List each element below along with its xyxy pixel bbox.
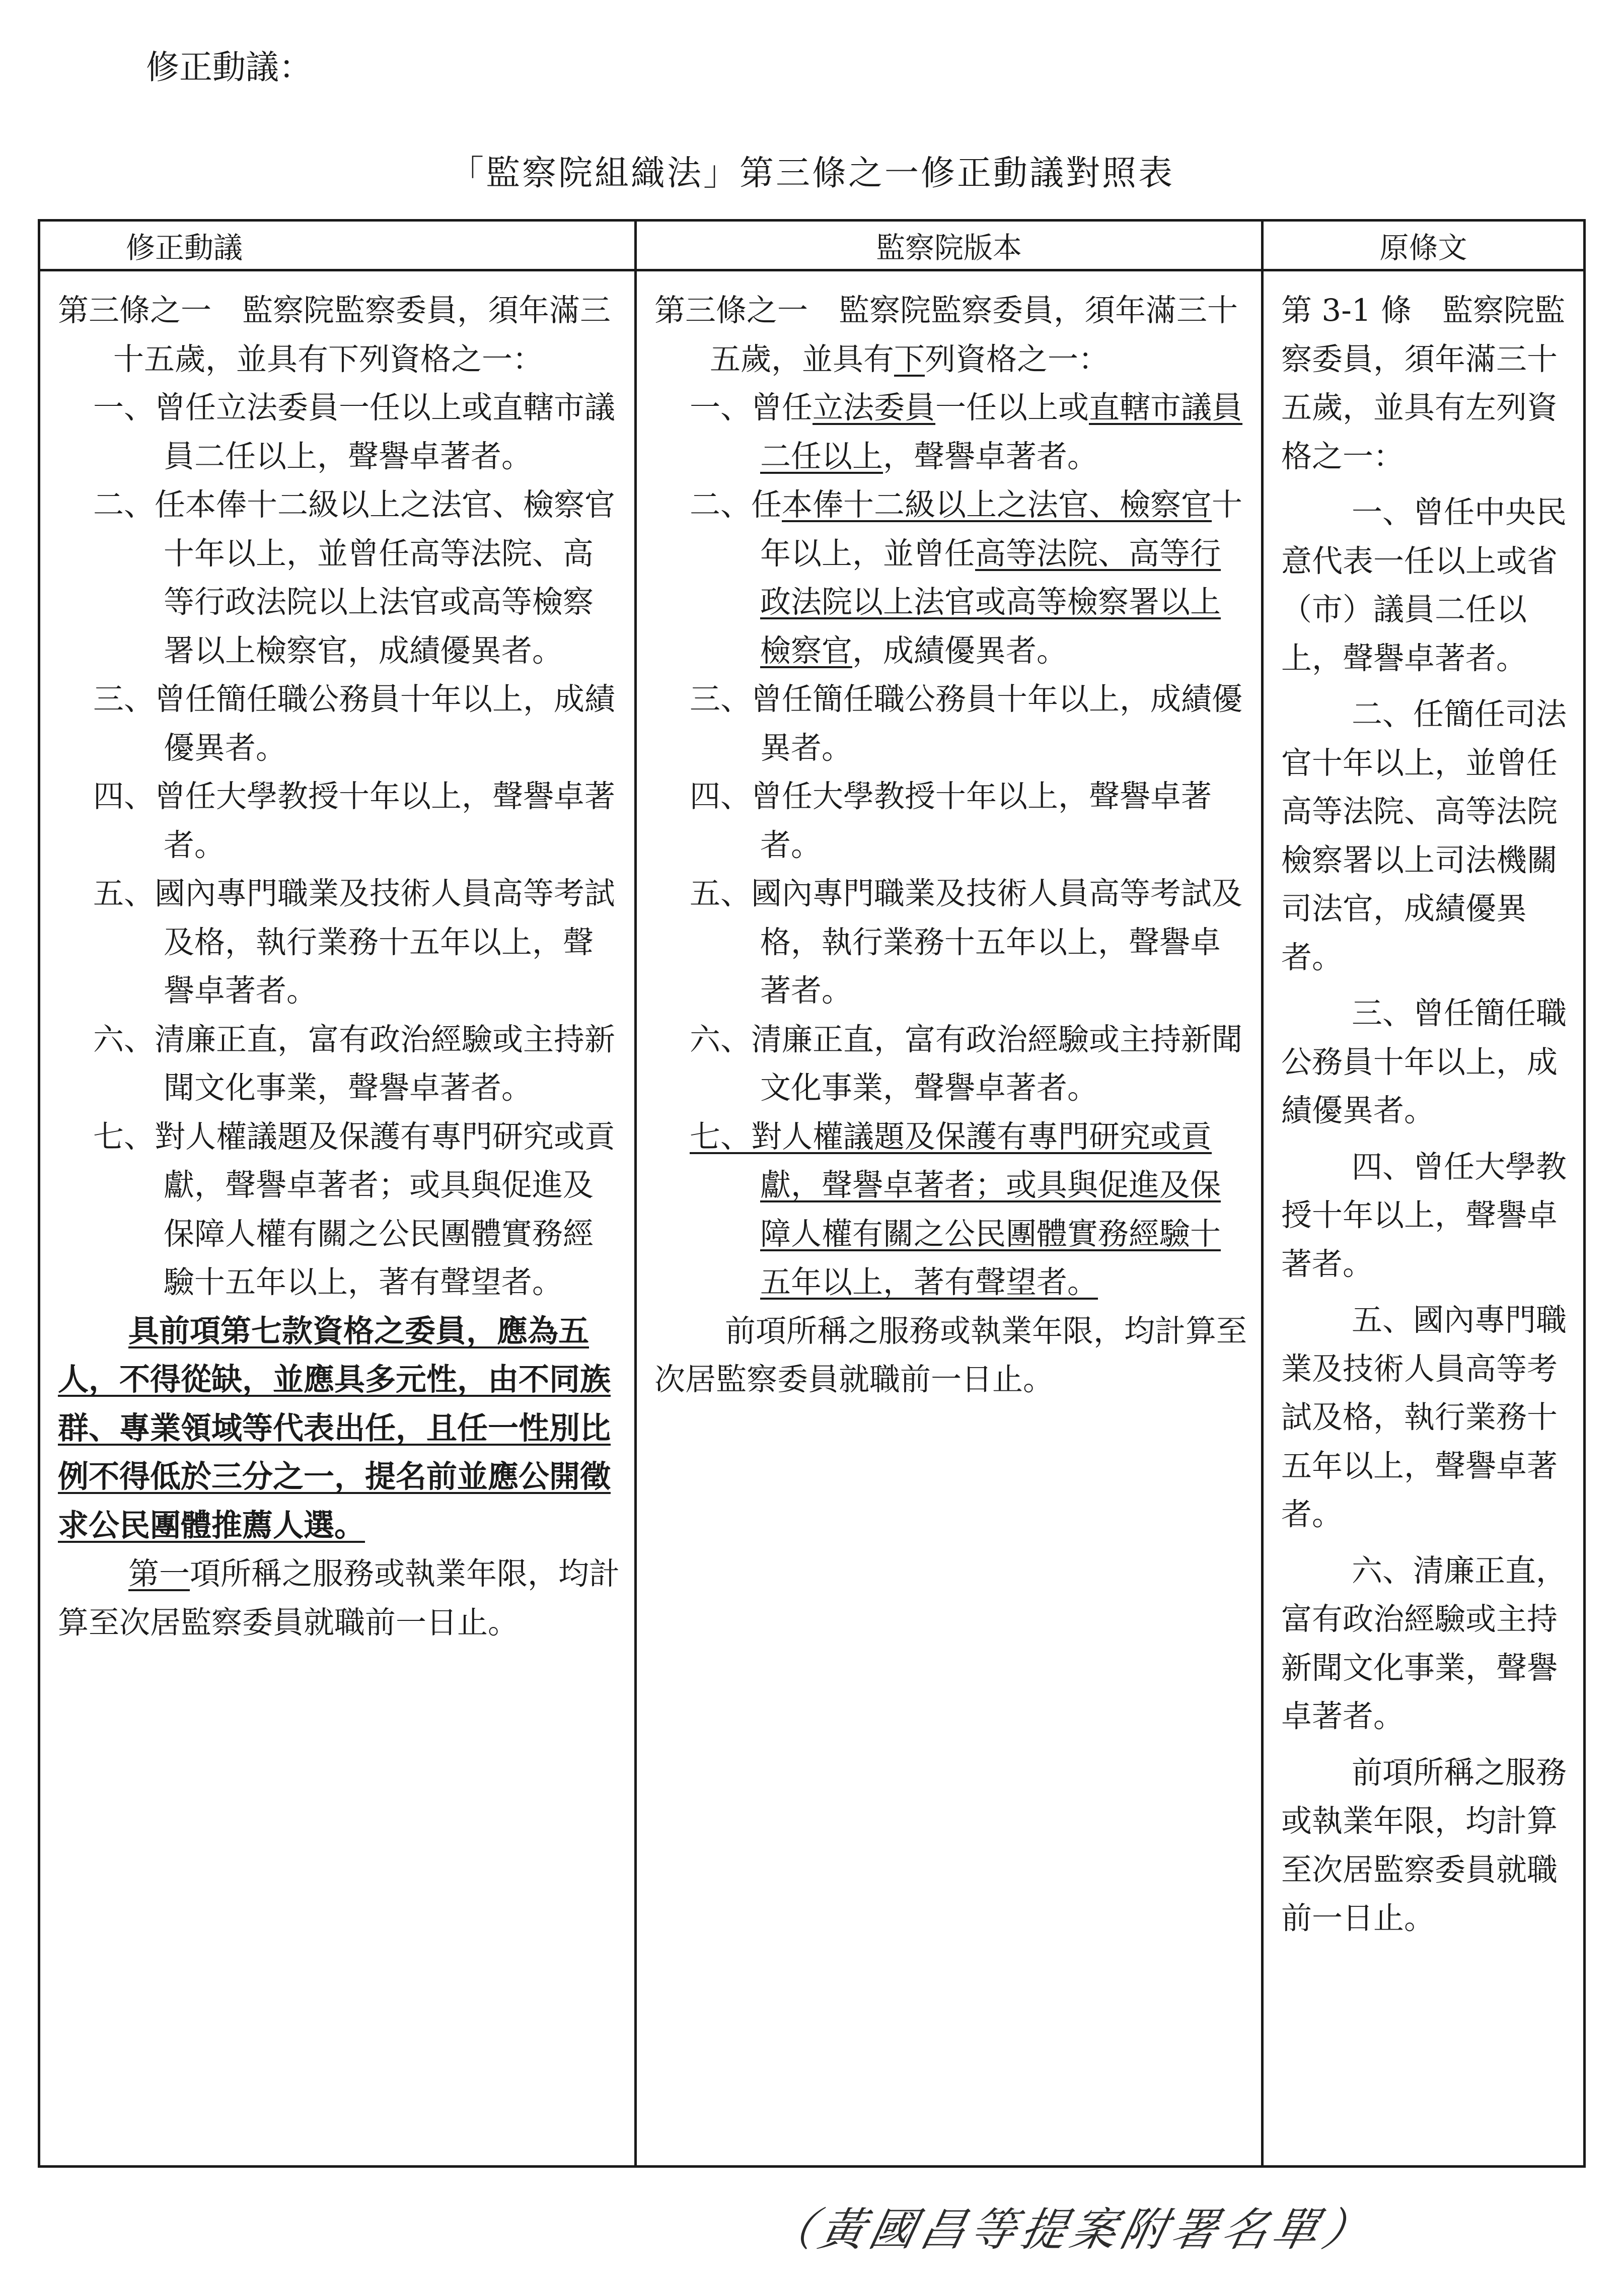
amendment-item-1: 一、曾任立法委員一任以上或直轄市議員二任以上，聲譽卓著者。 [93, 390, 616, 474]
column-header-control-yuan: 監察院版本 [636, 221, 1263, 270]
column-header-amendment: 修正動議 [39, 221, 636, 270]
document-title: 「監察院組織法」第三條之一修正動議對照表 [449, 154, 1174, 193]
control-yuan-item-6: 六、清廉正直，富有政治經驗或主持新聞文化事業，聲譽卓著者。 [690, 1021, 1243, 1106]
control-yuan-cell [636, 270, 1263, 2167]
comparison-table [38, 219, 1586, 2168]
table-header-row [39, 221, 1585, 270]
column-header-original: 原條文 [1263, 221, 1585, 270]
cy-item7-text: 七、對人權議題及保護有專門研究或貢獻，聲譽卓著者；或具與促進及保障人權有關之公民團體實務經驗十五年以上，著有聲望者。 [690, 1118, 1221, 1300]
cy-item1-a: 一、曾任 [690, 390, 813, 425]
cy-item1-b: 一任以上或 [935, 390, 1089, 425]
amendment-item-3: 三、曾任簡任職公務員十年以上，成績優異者。 [93, 681, 616, 766]
handwritten-signature [764, 2193, 1379, 2258]
cy-head-b: 列資格之一： [925, 341, 1110, 377]
signature-text: （黃國昌等提案附署名單） [764, 2203, 1379, 2256]
cy-item2-a: 二、任 [690, 487, 782, 523]
header-label: 修正動議： [146, 48, 312, 87]
original-item-3: 三、曾任簡任職公務員十年以上，成績優異者。 [1281, 995, 1567, 1128]
original-item-6: 六、清廉正直，富有政治經驗或主持新聞文化事業，聲譽卓著者。 [1281, 1552, 1567, 1734]
amendment-item-6: 六、清廉正直，富有政治經驗或主持新聞文化事業，聲譽卓著者。 [93, 1021, 616, 1106]
amendment-item-5: 五、國內專門職業及技術人員高等考試及格，執行業務十五年以上，聲譽卓著者。 [93, 876, 616, 1009]
control-yuan-item-2 [654, 481, 1248, 675]
cy-item2-underlined-2: 高等法院、高等行政法院以上法官或高等檢察署以上檢察官 [760, 535, 1221, 669]
amendment-new-paragraph-text: 具前項第七款資格之委員，應為五人，不得從缺，並應具多元性，由不同族群、專業領域等代表出任，且任一性別比例不得低於三分之一，提名前並應公開徵求公民團體推薦人選。 [58, 1313, 611, 1543]
table-body-row [39, 270, 1585, 2167]
cy-item1-underlined-1: 立法委員 [813, 390, 936, 425]
control-yuan-item-1 [654, 384, 1248, 481]
cy-item2-underlined-1: 本俸十二級以上之法官、檢察官 [782, 487, 1212, 523]
control-yuan-item-3: 三、曾任簡任職公務員十年以上，成績優異者。 [690, 681, 1243, 766]
control-yuan-item-4: 四、曾任大學教授十年以上，聲譽卓著者。 [690, 778, 1212, 863]
cy-item2-b: 十年以上，並曾任 [760, 487, 1243, 572]
original-closing: 前項所稱之服務或執業年限，均計算至次居監察委員就職前一日止。 [1281, 1754, 1567, 1936]
cy-head-underlined: 下 [894, 341, 925, 377]
amendment-new-paragraph [58, 1307, 622, 1550]
original-item-4: 四、曾任大學教授十年以上，聲譽卓著者。 [1281, 1149, 1567, 1282]
amendment-closing-rest: 項所稱之服務或執業年限，均計算至次居監察委員就職前一日止。 [58, 1556, 620, 1641]
original-item-2: 二、任簡任司法官十年以上，並曾任高等法院、高等法院檢察署以上司法機關司法官，成績優異者。 [1281, 696, 1567, 975]
cy-item1-underlined-2: 直轄市議員二任以上 [760, 390, 1243, 474]
cy-head-a: 第三條之一 監察院監察委員，須年滿三十五歲，並具有 [654, 293, 1238, 377]
amendment-closing-ref: 第一 [128, 1556, 190, 1592]
amendment-item-4: 四、曾任大學教授十年以上，聲譽卓著者。 [93, 778, 616, 863]
amendment-head: 第三條之一 監察院監察委員，須年滿三十五歲，並具有下列資格之一： [58, 293, 611, 377]
cy-item1-c: ，聲譽卓著者。 [883, 438, 1098, 474]
control-yuan-item-7 [654, 1113, 1248, 1307]
original-head: 第 3-1 條 監察院監察委員，須年滿三十五歲，並具有左列資格之一： [1281, 293, 1566, 474]
original-item-5: 五、國內專門職業及技術人員高等考試及格，執行業務十五年以上，聲譽卓著者。 [1281, 1302, 1567, 1532]
amendment-closing [58, 1550, 622, 1647]
amendment-cell [39, 270, 636, 2167]
control-yuan-item-5: 五、國內專門職業及技術人員高等考試及格，執行業務十五年以上，聲譽卓著者。 [690, 876, 1243, 1009]
control-yuan-head [654, 287, 1248, 384]
amendment-item-2: 二、任本俸十二級以上之法官、檢察官十年以上，並曾任高等法院、高等行政法院以上法官或高等檢察署以上檢察官，成績優異者。 [93, 487, 616, 669]
control-yuan-closing: 前項所稱之服務或執業年限，均計算至次居監察委員就職前一日止。 [654, 1313, 1247, 1397]
original-cell [1263, 270, 1585, 2167]
original-item-1: 一、曾任中央民意代表一任以上或省（市）議員二任以上，聲譽卓著者。 [1281, 494, 1567, 676]
cy-item2-c: ，成績優異者。 [852, 632, 1068, 669]
amendment-item-7: 七、對人權議題及保護有專門研究或貢獻，聲譽卓著者；或具與促進及保障人權有關之公民團體實務經驗十五年以上，著有聲望者。 [93, 1118, 616, 1300]
